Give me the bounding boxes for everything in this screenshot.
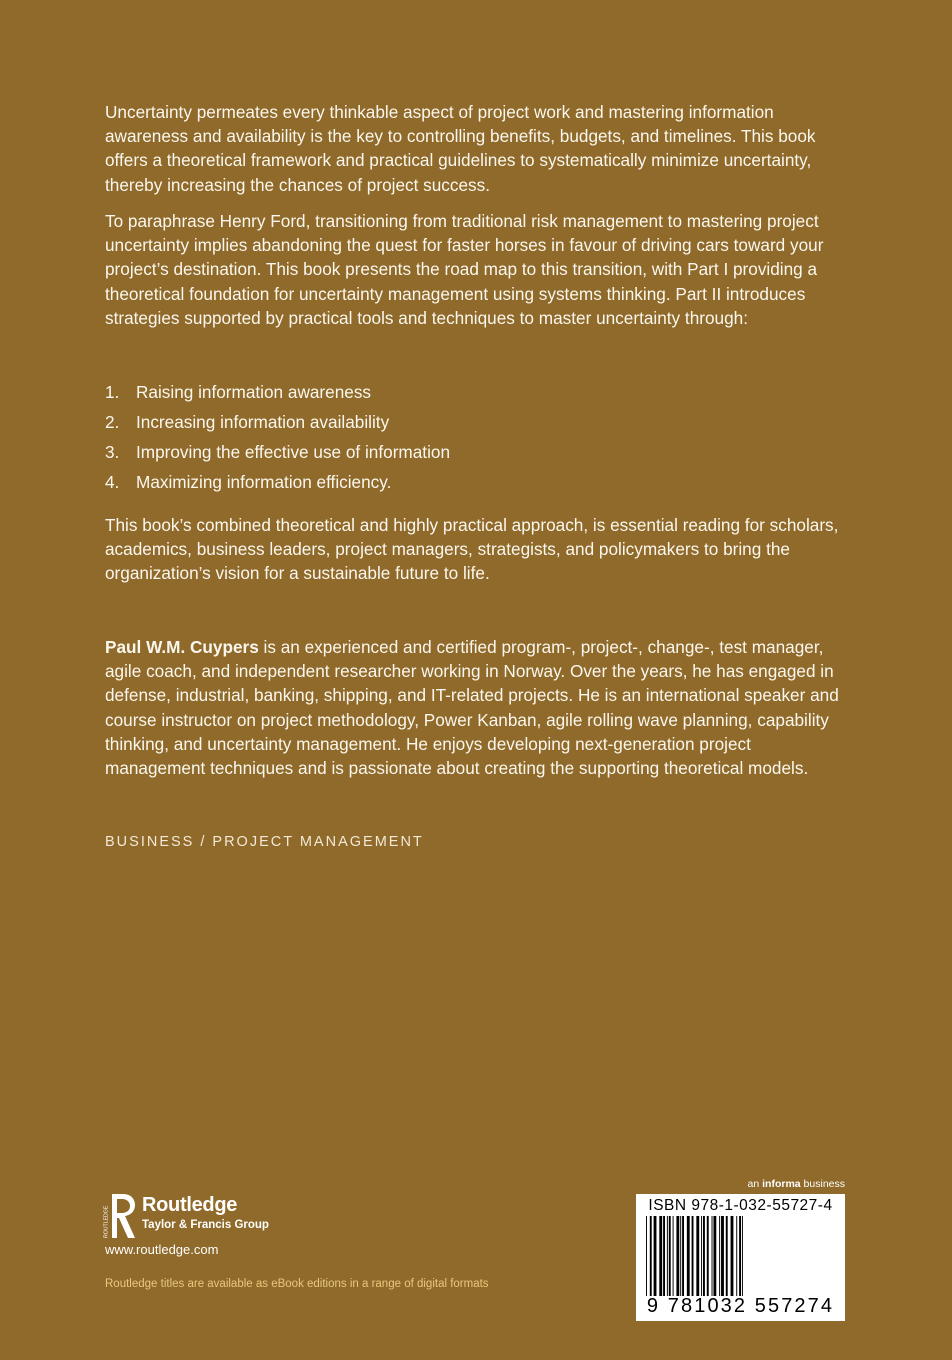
author-name: Paul W.M. Cuypers (105, 637, 259, 657)
list-item-text: Increasing information availability (136, 412, 390, 432)
blurb-paragraph-1 (105, 100, 840, 197)
list-item-number: 1. (105, 382, 120, 402)
subject-category: BUSINESS / PROJECT MANAGEMENT (105, 834, 424, 850)
informa-suffix: business (800, 1178, 845, 1190)
isbn-label: ISBN 978-1-032-55727-4 (648, 1197, 833, 1214)
blurb-paragraph-1-text: Uncertainty permeates every thinkable aspect of project work and mastering information awareness and availability is the key to controlling benefits, budgets, and timelines. This book offers a theoretical framework and practical guidelines to systematically minimize uncertainty, thereby increasing the chances of project success. (105, 102, 816, 195)
informa-brand: informa (762, 1178, 801, 1190)
blurb-paragraph-2-text: To paraphrase Henry Ford, transitioning from traditional risk management to mastering project uncertainty implies abandoning the quest for faster horses in favour of driving cars toward your project’s destination. This book presents the road map to this transition, with Part I providing a theoretical foundation for uncertainty management using systems thinking. Part II introduces strategies supported by practical tools and techniques to master uncertainty through: (105, 211, 824, 328)
publisher-url: www.routledge.com (105, 1242, 219, 1257)
informa-prefix: an (747, 1178, 763, 1190)
isbn-barcode (636, 1194, 845, 1321)
list-item (105, 407, 805, 437)
list-item-number: 2. (105, 412, 120, 432)
list-item-text: Maximizing information efficiency. (136, 472, 392, 492)
blurb-paragraph-2 (105, 209, 840, 330)
informa-tagline (720, 1178, 845, 1190)
author-bio-text (105, 635, 840, 780)
author-bio (105, 635, 840, 780)
routledge-logo-icon (103, 1192, 137, 1240)
list-item-text: Raising information awareness (136, 382, 372, 402)
list-item-number: 3. (105, 442, 120, 462)
list-item-text: Improving the effective use of information (136, 442, 450, 462)
list-item (105, 377, 805, 407)
publisher-name: Routledge (142, 1194, 238, 1216)
blurb-paragraph-3 (105, 513, 840, 586)
publisher-group: Taylor & Francis Group (142, 1219, 269, 1231)
routledge-logo-vertical-text: ROUTLEDGE (103, 1205, 110, 1238)
strategy-list (105, 377, 805, 497)
publisher-logo-block (103, 1192, 403, 1242)
barcode-digits: 9 781032 557274 (646, 1295, 835, 1317)
blurb-paragraph-3-text: This book’s combined theoretical and highly practical approach, is essential reading for scholars, academics, business leaders, project managers, strategists, and policymakers to bring the organization’s vision for a sustainable future to life. (105, 515, 839, 584)
author-bio-body: is an experienced and certified program-, project-, change-, test manager, agile coach, and independent researcher working in Norway. Over the years, he has engaged in defense, industrial, banking, shipping, and IT-related projects. He is an international speaker and course instructor on project methodology, Power Kanban, agile rolling wave planning, capability thinking, and uncertainty management. He enjoys developing next-generation project management techniques and is passionate about creating the supporting theoretical models. (105, 637, 839, 779)
list-item (105, 437, 805, 467)
list-item-number: 4. (105, 472, 120, 492)
barcode-bars-icon (644, 1216, 839, 1296)
ebook-note: Routledge titles are available as eBook editions in a range of digital formats (105, 1278, 489, 1290)
list-item (105, 467, 805, 497)
